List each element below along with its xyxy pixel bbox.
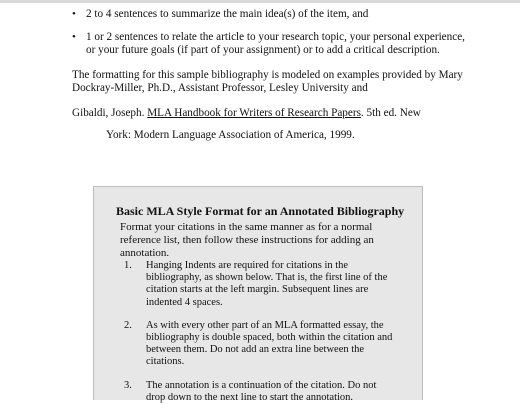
item-text: Hanging Indents are required for citations in the bibliography, as shown below. That is, the first line of the citation starts at the left margin. Subsequent lines are indented 4 spaces. [146,260,388,308]
citation-second-line [106,129,355,142]
list-item [124,260,394,309]
bullet-text: 2 to 4 sentences to summarize the main idea(s) of the item, and [86,8,369,20]
bullet-icon: • [72,31,76,43]
list-item [124,320,394,369]
citation-title: MLA Handbook for Writers of Research Papers [147,107,361,119]
bullet-icon: • [72,8,76,20]
item-number: 3. [124,379,132,391]
box-intro: Format your citations in the same manner as for a normal reference list, then follow these instructions for adding an annotation. [120,221,374,259]
formatting-note [72,69,463,95]
annotation-guidelines-list [72,8,466,67]
citation-author: Gibaldi, Joseph. [72,107,148,119]
item-number: 2. [124,319,132,331]
list-item [72,8,466,21]
list-item [72,31,466,57]
box-title: Basic MLA Style Format for an Annotated Bibliography [116,204,405,218]
list-item [124,380,394,404]
item-text: As with every other part of an MLA formatted essay, the bibliography is double spaced, both within the citation and between them. Do not add an extra line between the citations. [146,319,393,368]
formatting-note-line1: The formatting for this sample bibliography is modeled on examples provided by Mary [72,69,463,81]
citation-edition: . 5th ed. New [360,107,421,119]
item-number: 1. [124,260,132,271]
bullet-text: 1 or 2 sentences to relate the article to your research topic, your personal experience, or your future goals (if part of your assignment) or to add a critical description. [86,31,465,56]
formatting-note-line2: Dockray-Miller, Ph.D., Assistant Professor, Lesley University and [72,82,368,94]
box-instructions-list [124,260,394,415]
item-text: The annotation is a continuation of the citation. Do not drop down to the next line to start the annotation. [146,379,377,403]
mla-format-box [93,186,423,403]
top-rule [0,0,520,3]
citation-first-line [72,107,421,120]
citation-publisher: York: Modern Language Association of America, 1999. [106,129,355,141]
